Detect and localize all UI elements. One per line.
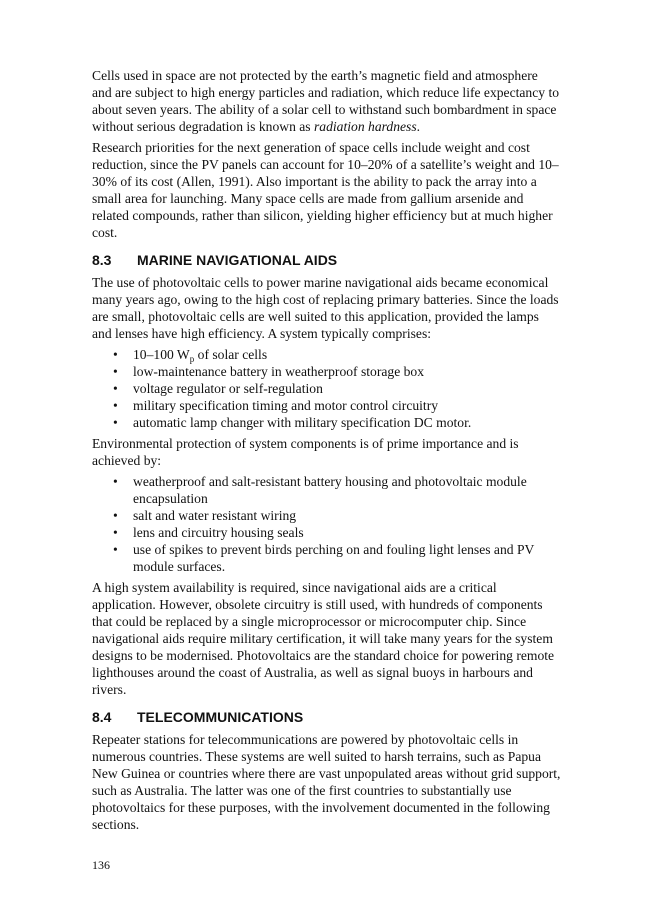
bullet-icon: • bbox=[113, 525, 118, 540]
text-line: sections. bbox=[92, 817, 140, 832]
text-segment: . bbox=[416, 119, 421, 134]
text-line bbox=[92, 118, 592, 135]
text-line: cost. bbox=[92, 225, 118, 240]
text-line: Cells used in space are not protected by the earth’s magnetic field and atmosphere bbox=[92, 68, 538, 83]
list-item bbox=[92, 380, 592, 397]
text-line: application. However, obsolete circuitry is still used, with hundreds of components bbox=[92, 597, 543, 612]
paragraph bbox=[92, 731, 592, 833]
bullet-icon: • bbox=[113, 364, 118, 379]
text-line: navigational aids require military certification, it will take many years for the system bbox=[92, 631, 553, 646]
paragraph bbox=[92, 274, 592, 342]
text-line: A high system availability is required, since navigational aids are a critical bbox=[92, 580, 497, 595]
subscript: p bbox=[189, 354, 195, 364]
text-line: The use of photovoltaic cells to power marine navigational aids became economical bbox=[92, 275, 549, 290]
text-line: that could be replaced by a single microprocessor or microcomputer chip. Since bbox=[92, 614, 527, 629]
list-item bbox=[92, 346, 592, 363]
paragraph bbox=[92, 139, 592, 241]
text-segment: without serious degradation is known as bbox=[92, 119, 315, 134]
text-line: reduction, since the PV panels can account for 10–20% of a satellite’s weight and 10– bbox=[92, 157, 559, 172]
text-line: photovoltaics for these purposes, with the involvement documented in the following bbox=[92, 800, 550, 815]
paragraph bbox=[92, 67, 592, 135]
bullet-icon: • bbox=[113, 381, 118, 396]
list-item bbox=[92, 473, 592, 507]
text-line: Repeater stations for telecommunications are powered by photovoltaic cells in bbox=[92, 732, 519, 747]
text-line: and are subject to high energy particles and radiation, which reduce life expectancy to bbox=[92, 85, 560, 100]
paragraph bbox=[92, 435, 592, 469]
text-line: lens and circuitry housing seals bbox=[133, 525, 304, 540]
text-segment: 10–100 W bbox=[133, 347, 190, 362]
text-line: military specification timing and motor control circuitry bbox=[133, 398, 439, 413]
text-line: lighthouses around the coast of Australia, as well as signal buoys in harbours and bbox=[92, 665, 533, 680]
text-line: use of spikes to prevent birds perching on and fouling light lenses and PV bbox=[133, 542, 535, 557]
text-line: module surfaces. bbox=[133, 559, 226, 574]
section-title: TELECOMMUNICATIONS bbox=[137, 709, 304, 725]
list-item bbox=[92, 507, 592, 524]
paragraph bbox=[92, 579, 592, 698]
text-line: weatherproof and salt-resistant battery housing and photovoltaic module bbox=[133, 474, 527, 489]
text-line: numerous countries. These systems are well suited to harsh terrains, such as Papua bbox=[92, 749, 541, 764]
section-number: 8.4 bbox=[92, 709, 112, 725]
bullet-icon: • bbox=[113, 415, 118, 430]
text-line: salt and water resistant wiring bbox=[133, 508, 297, 523]
text-line: 30% of its cost (Allen, 1991). Also important is the ability to pack the array into a bbox=[92, 174, 537, 189]
text-line: small area for launching. Many space cells are made from gallium arsenide and bbox=[92, 191, 524, 206]
section-number: 8.3 bbox=[92, 252, 112, 268]
text-line: related compounds, rather than silicon, yielding higher efficiency but at much higher bbox=[92, 208, 553, 223]
list-item bbox=[92, 363, 592, 380]
text-line: automatic lamp changer with military specification DC motor. bbox=[133, 415, 472, 430]
list-item bbox=[92, 541, 592, 575]
text-line: low-maintenance battery in weatherproof storage box bbox=[133, 364, 425, 379]
bullet-icon: • bbox=[113, 347, 118, 362]
text-line: designs to be modernised. Photovoltaics are the standard choice for powering remote bbox=[92, 648, 555, 663]
text-line: rivers. bbox=[92, 682, 127, 697]
list-item bbox=[92, 397, 592, 414]
text-line: about seven years. The ability of a solar cell to withstand such bombardment in space bbox=[92, 102, 557, 117]
text-line: Research priorities for the next generation of space cells include weight and cost bbox=[92, 140, 530, 155]
page-number: 136 bbox=[92, 858, 110, 872]
text-line bbox=[133, 346, 592, 363]
text-line: encapsulation bbox=[133, 491, 208, 506]
list-item bbox=[92, 524, 592, 541]
bullet-icon: • bbox=[113, 398, 118, 413]
list-item bbox=[92, 414, 592, 431]
section-heading bbox=[92, 251, 592, 269]
bullet-icon: • bbox=[113, 508, 118, 523]
section-title: MARINE NAVIGATIONAL AIDS bbox=[137, 252, 338, 268]
bullet-icon: • bbox=[113, 542, 118, 557]
text-line: and lenses have high efficiency. A system typically comprises: bbox=[92, 326, 432, 341]
document-body bbox=[92, 67, 592, 837]
section-heading bbox=[92, 708, 592, 726]
italic-term: radiation hardness bbox=[314, 119, 417, 134]
text-line: voltage regulator or self-regulation bbox=[133, 381, 323, 396]
bullet-list bbox=[92, 473, 592, 575]
text-line: many years ago, owing to the high cost of replacing primary batteries. Since the loads bbox=[92, 292, 559, 307]
bullet-list bbox=[92, 346, 592, 431]
bullet-icon: • bbox=[113, 474, 118, 489]
text-line: Environmental protection of system components is of prime importance and is bbox=[92, 436, 519, 451]
text-line: achieved by: bbox=[92, 453, 162, 468]
text-line: are small, photovoltaic cells are well suited to this application, provided the lamps bbox=[92, 309, 539, 324]
text-line: such as Australia. The latter was one of the first countries to substantially use bbox=[92, 783, 512, 798]
text-line: New Guinea or countries where there are vast unpopulated areas without grid support, bbox=[92, 766, 561, 781]
text-segment: of solar cells bbox=[194, 347, 268, 362]
